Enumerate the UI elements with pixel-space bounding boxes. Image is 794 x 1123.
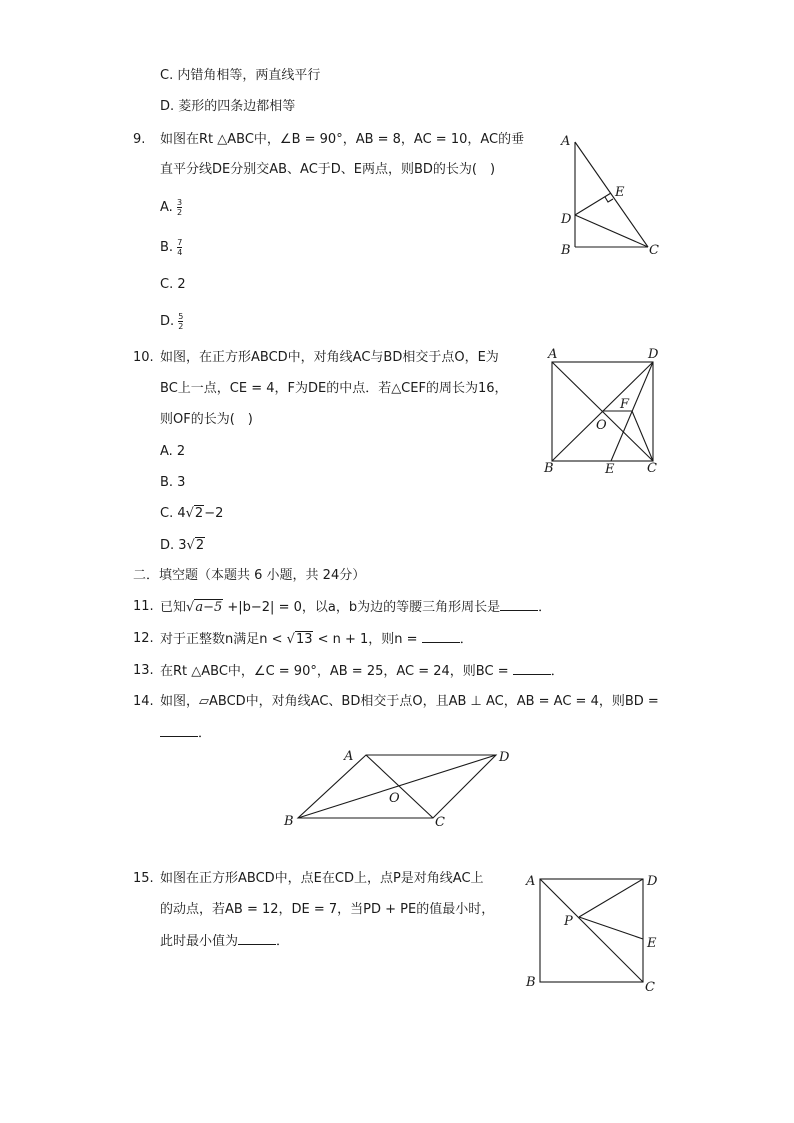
q14-text-line1: 如图，▱ABCD中，对角线AC、BD相交于点O，且AB ⊥ AC，AB = AC = 4，则BD = — [160, 694, 659, 709]
q15-label-b: B — [526, 975, 536, 990]
q14-number: 14. — [133, 694, 154, 709]
q13-answer-blank — [513, 662, 551, 675]
q13-number: 13. — [133, 663, 154, 678]
q15-label-d: D — [647, 874, 658, 889]
q12-answer-blank — [422, 630, 460, 643]
q10-label-e: E — [605, 462, 615, 477]
q9-text-line1: 如图在Rt △ABC中，∠B = 90°，AB = 8，AC = 10，AC的垂 — [160, 132, 525, 147]
q11-answer-blank — [500, 598, 538, 611]
q8-option-d: D. 菱形的四条边都相等 — [160, 99, 296, 114]
q14-label-b: B — [284, 814, 294, 829]
q10-label-c: C — [647, 461, 657, 476]
q14-label-c: C — [435, 815, 445, 830]
q14-label-o: O — [389, 791, 400, 806]
q15-label-c: C — [645, 980, 655, 995]
q10-option-c: C. 4√2−2 — [160, 506, 224, 521]
q11-text: 已知√a−5 +|b−2| = 0，以a，b为边的等腰三角形周长是 ． — [160, 600, 552, 615]
q10-option-a: A. 2 — [160, 444, 186, 459]
q10-label-o: O — [596, 418, 607, 433]
q10-text-line3: 则OF的长为( ) — [160, 412, 253, 427]
q15-answer-blank — [238, 932, 276, 945]
q15-text-line3: 此时最小值为 ． — [160, 934, 290, 949]
q14-label-a: A — [344, 749, 354, 764]
q14-label-d: D — [499, 750, 510, 765]
q9-label-c: C — [649, 243, 659, 258]
q9-option-a: A. $\frac{3}{2}$ — [160, 198, 183, 217]
q10-option-b: B. 3 — [160, 475, 186, 490]
q9-figure — [555, 130, 665, 260]
q12-number: 12. — [133, 631, 154, 646]
q15-figure — [520, 865, 660, 995]
q14-text-line2: ． — [160, 724, 211, 743]
q10-label-b: B — [544, 461, 554, 476]
q14-answer-blank — [160, 724, 198, 737]
q10-text-line2: BC上一点，CE = 4，F为DE的中点．若△CEF的周长为16， — [160, 381, 508, 396]
q9-label-d: D — [561, 212, 572, 227]
q15-text-line1: 如图在正方形ABCD中，点E在CD上，点P是对角线AC上 — [160, 871, 484, 886]
q9-option-c: C. 2 — [160, 277, 186, 292]
q10-label-f: F — [620, 397, 630, 412]
q15-label-a: A — [526, 874, 536, 889]
q10-label-d: D — [648, 347, 659, 362]
q15-label-e: E — [647, 936, 657, 951]
section-2-title: 二．填空题（本题共 6 小题，共 24分） — [133, 568, 366, 583]
q10-text-line1: 如图，在正方形ABCD中，对角线AC与BD相交于点O，E为 — [160, 350, 499, 365]
q9-label-e: E — [615, 185, 625, 200]
q15-number: 15. — [133, 871, 154, 886]
q9-number: 9. — [133, 132, 146, 147]
q9-label-b: B — [561, 243, 571, 258]
q11-number: 11. — [133, 599, 154, 614]
q9-label-a: A — [561, 134, 571, 149]
q15-label-p: P — [564, 914, 573, 929]
q14-figure — [280, 745, 520, 835]
q9-option-b: B. $\frac{7}{4}$ — [160, 238, 183, 257]
q13-text: 在Rt △ABC中，∠C = 90°，AB = 25，AC = 24，则BC = ． — [160, 664, 564, 679]
q10-number: 10. — [133, 350, 154, 365]
q8-option-c: C. 内错角相等，两直线平行 — [160, 68, 321, 83]
q12-text: 对于正整数n满足n < √13 < n + 1，则n = ． — [160, 632, 473, 647]
q10-option-d: D. 3√2 — [160, 538, 205, 553]
q10-figure — [540, 345, 665, 475]
q10-label-a: A — [548, 347, 558, 362]
q9-text-line2: 直平分线DE分别交AB、AC于D、E两点，则BD的长为( ) — [160, 162, 496, 177]
q15-text-line2: 的动点，若AB = 12，DE = 7，当PD + PE的值最小时， — [160, 902, 495, 917]
q9-option-d: D. $\frac{5}{2}$ — [160, 312, 184, 331]
